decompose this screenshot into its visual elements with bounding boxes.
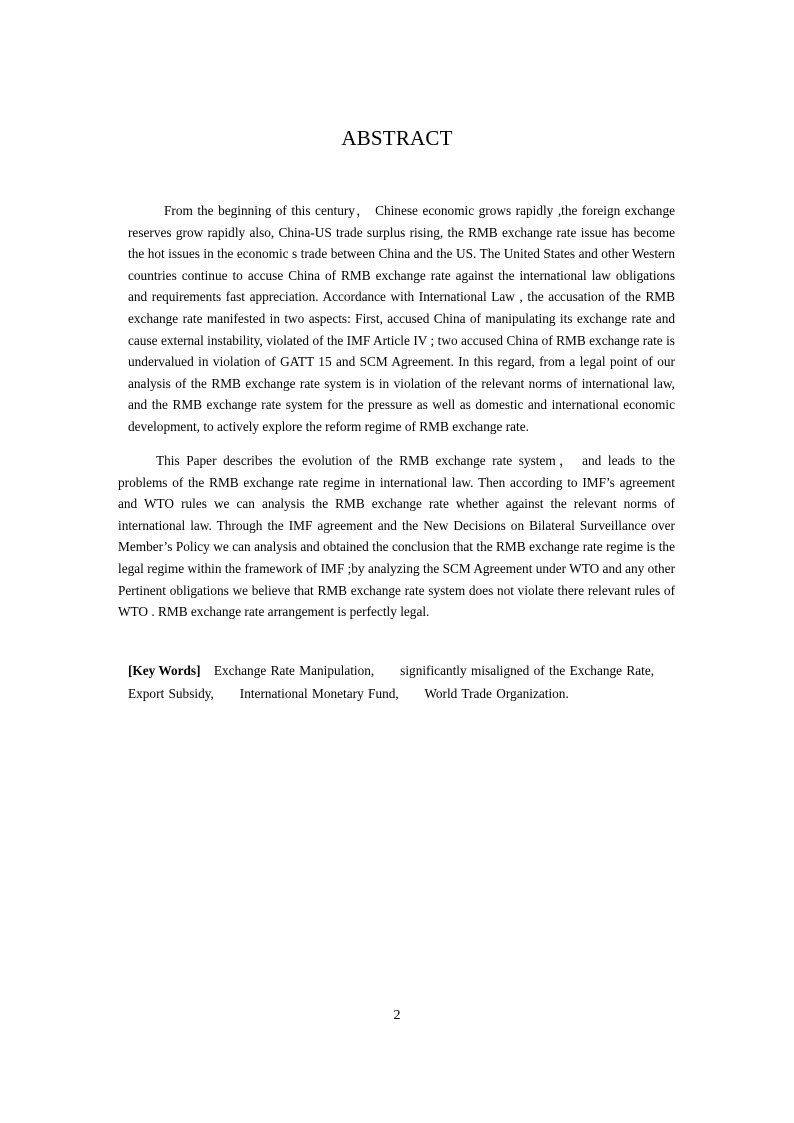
page-number: 2 xyxy=(393,1008,401,1023)
keywords-label: [Key Words] xyxy=(128,663,201,678)
abstract-paragraph-1: From the beginning of this century， Chinese economic grows rapidly ,the foreign exchange reserves grow rapidly also, China-US trade surplus rising, the RMB exchange rate issue has become the hot issues in the economic s trade between China and the US. The United States and other Western countries continue to accuse China of RMB exchange rate against the international law obligations and requirements fast appreciation. Accordance with International Law , the accusation of the RMB exchange rate manifested in two aspects: First, accused China of manipulating its exchange rate and cause external instability, violated of the IMF Article IV ; two accused China of RMB exchange rate is undervalued in violation of GATT 15 and SCM Agreement. In this regard, from a legal point of our analysis of the RMB exchange rate system is in violation of the relevant norms of international law, and the RMB exchange rate system for the pressure as well as domestic and international economic development, to actively explore the reform regime of RMB exchange rate. xyxy=(128,203,675,434)
keywords-text: Exchange Rate Manipulation, significantly misaligned of the Exchange Rate, Export Subsidy, International Monetary Fund, World Trade Organization. xyxy=(128,663,659,701)
abstract-paragraph-2: This Paper describes the evolution of the RMB exchange rate system， and leads to the problems of the RMB exchange rate regime in international law. Then according to IMF’s agreement and WTO rules we can analysis the RMB exchange rate whether against the relevant norms of international law. Through the IMF agreement and the New Decisions on Bilateral Surveillance over Member’s Policy we can analysis and obtained the conclusion that the RMB exchange rate regime is the legal regime within the framework of IMF ;by analyzing the SCM Agreement under WTO and any other Pertinent obligations we believe that RMB exchange rate system does not violate there relevant rules of WTO . RMB exchange rate arrangement is perfectly legal. xyxy=(118,453,675,620)
abstract-title: ABSTRACT xyxy=(341,126,453,150)
keywords-section xyxy=(128,659,675,705)
